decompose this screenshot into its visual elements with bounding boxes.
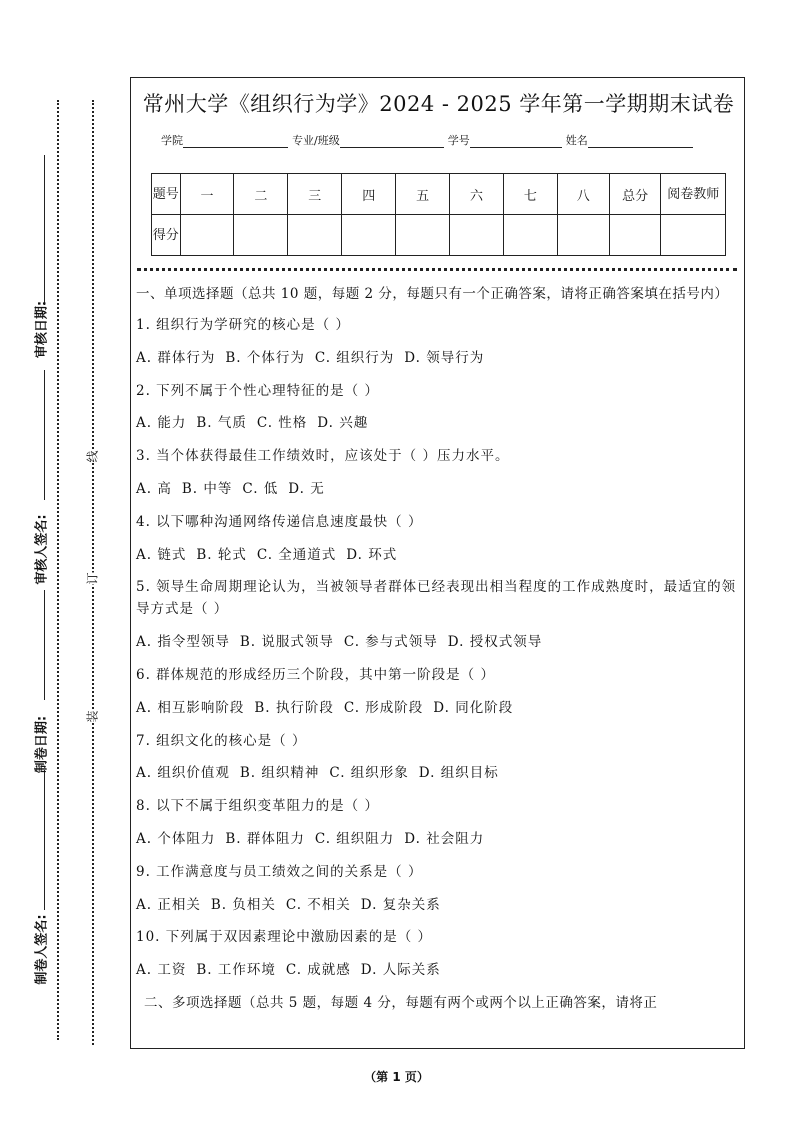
student-info-row (161, 132, 721, 148)
option-item: B. 个体行为 (225, 349, 305, 366)
question-text: 7. 组织文化的核心是（ ） (136, 732, 307, 749)
option-item: B. 负相关 (210, 896, 276, 913)
section1-heading: 一、单项选择题（总共 10 题，每题 2 分，每题只有一个正确答案，请将正确答案填在括号内） (136, 286, 729, 302)
option-item: D. 人际关系 (360, 962, 441, 979)
question-text: 1. 组织行为学研究的核心是（ ） (136, 317, 350, 333)
score-cell[interactable] (661, 215, 726, 256)
score-cell[interactable] (288, 215, 342, 256)
question-options (136, 959, 741, 981)
score-cell[interactable] (396, 215, 450, 256)
option-item: A. 链式 (136, 546, 187, 563)
option-item: D. 无 (288, 480, 325, 497)
separator-dots (137, 268, 737, 271)
score-header-row (152, 174, 726, 215)
option-item: A. 能力 (136, 415, 187, 432)
student-id-label: 学号 (447, 134, 470, 147)
question-text: 6. 群体规范的形成经历三个阶段，其中第一阶段是（ ） (136, 666, 495, 683)
exam-content (136, 283, 741, 1014)
score-cell[interactable] (503, 215, 557, 256)
option-item: D. 兴趣 (317, 415, 369, 432)
column-cell: 四 (342, 174, 396, 215)
option-item: C. 组织阻力 (314, 830, 395, 847)
student-id-field[interactable] (470, 135, 562, 148)
option-item: C. 性格 (256, 415, 308, 432)
column-cell: 六 (450, 174, 504, 215)
option-item: A. 工资 (136, 962, 187, 979)
option-item: D. 授权式领导 (447, 634, 543, 651)
option-item: D. 领导行为 (404, 349, 485, 366)
name-field[interactable] (588, 135, 693, 148)
option-item: B. 群体阻力 (225, 830, 305, 847)
paper-date-label: 制卷日期: (34, 715, 50, 774)
question-options (136, 762, 741, 784)
bind-mark: 订 (82, 572, 103, 584)
option-item: A. 相互影响阶段 (136, 699, 245, 716)
option-item: C. 全通道式 (256, 546, 337, 563)
question-text: 10. 下列属于双因素理论中激励因素的是（ ） (136, 929, 433, 946)
option-item: A. 正相关 (136, 896, 201, 913)
binding-dotted-line (57, 100, 59, 1040)
signature-line (44, 590, 45, 700)
option-item: D. 环式 (346, 546, 398, 563)
question-text: 9. 工作满意度与员工绩效之间的关系是（ ） (136, 863, 423, 880)
column-cell: 总分 (609, 174, 661, 215)
option-item: D. 组织目标 (418, 765, 499, 782)
option-item: B. 说服式领导 (239, 634, 334, 651)
question-list (136, 314, 741, 981)
question-options (136, 631, 741, 653)
score-cell[interactable] (609, 215, 661, 256)
row-label-cell: 得分 (152, 215, 181, 256)
option-item: C. 不相关 (285, 896, 351, 913)
paper-maker-signature-label: 制卷人签名: (34, 914, 50, 985)
option-item: A. 指令型领导 (136, 634, 230, 651)
option-item: B. 轮式 (196, 546, 247, 563)
question-text: 8. 以下不属于组织变革阻力的是（ ） (136, 798, 379, 815)
signature-line (44, 370, 45, 500)
major-class-field[interactable] (340, 135, 444, 148)
question-options (136, 894, 741, 916)
score-value-row (152, 215, 726, 256)
exam-frame (130, 77, 745, 1049)
column-cell: 一 (180, 174, 234, 215)
column-cell: 七 (503, 174, 557, 215)
question-text: 5. 领导生命周期理论认为，当被领导者群体已经表现出相当程度的工作成熟度时，最适宜的领导方式是（ ） (136, 579, 737, 618)
option-item: A. 组织价值观 (136, 765, 230, 782)
question-text: 2. 下列不属于个性心理特征的是（ ） (136, 382, 379, 399)
line-mark: 线 (82, 450, 103, 462)
review-date-label: 审核日期: (34, 300, 50, 359)
column-cell: 五 (396, 174, 450, 215)
question-options (136, 347, 741, 369)
question-text: 3. 当个体获得最佳工作绩效时，应该处于（ ）压力水平。 (136, 448, 510, 465)
major-class-label: 专业/班级 (292, 134, 340, 147)
staple-mark: 装 (82, 710, 103, 722)
header-label-cell: 题号 (152, 174, 181, 215)
option-item: B. 执行阶段 (254, 699, 334, 716)
score-cell[interactable] (557, 215, 609, 256)
column-cell: 八 (557, 174, 609, 215)
question-options (136, 478, 741, 500)
reviewer-signature-label: 审核人签名: (34, 514, 50, 585)
option-item: C. 成就感 (285, 962, 351, 979)
college-label: 学院 (161, 134, 183, 147)
option-item: C. 组织行为 (314, 349, 395, 366)
question-options (136, 828, 741, 850)
option-item: D. 复杂关系 (360, 896, 441, 913)
option-item: A. 高 (136, 480, 172, 497)
option-item: C. 形成阶段 (343, 699, 424, 716)
question-options (136, 544, 741, 566)
option-item: D. 同化阶段 (433, 699, 514, 716)
column-cell: 二 (234, 174, 288, 215)
score-cell[interactable] (342, 215, 396, 256)
option-item: A. 群体行为 (136, 349, 216, 366)
exam-title: 常州大学《组织行为学》2024 - 2025 学年第一学期期末试卷 (142, 92, 735, 116)
option-item: C. 参与式领导 (343, 634, 438, 651)
option-item: B. 工作环境 (196, 962, 276, 979)
name-label: 姓名 (565, 134, 588, 147)
score-cell[interactable] (450, 215, 504, 256)
option-item: B. 中等 (181, 480, 233, 497)
section2-heading: 二、多项选择题（总共 5 题，每题 4 分，每题有两个或两个以上正确答案，请将正 (144, 994, 658, 1011)
option-item: C. 组织形象 (329, 765, 409, 782)
option-item: B. 组织精神 (239, 765, 320, 782)
column-cell: 三 (288, 174, 342, 215)
college-field[interactable] (183, 135, 288, 148)
question-text: 4. 以下哪种沟通网络传递信息速度最快（ ） (136, 513, 423, 530)
score-cell[interactable] (180, 215, 234, 256)
question-options (136, 697, 741, 719)
question-options (136, 412, 741, 434)
column-cell: 阅卷教师 (661, 174, 726, 215)
option-item: C. 低 (242, 480, 279, 497)
binding-margin (0, 0, 120, 1122)
option-item: A. 个体阻力 (136, 830, 216, 847)
score-table (151, 173, 726, 256)
option-item: D. 社会阻力 (404, 830, 485, 847)
score-cell[interactable] (234, 215, 288, 256)
page-number: （第 1 页） (364, 1070, 429, 1084)
option-item: B. 气质 (196, 415, 247, 432)
